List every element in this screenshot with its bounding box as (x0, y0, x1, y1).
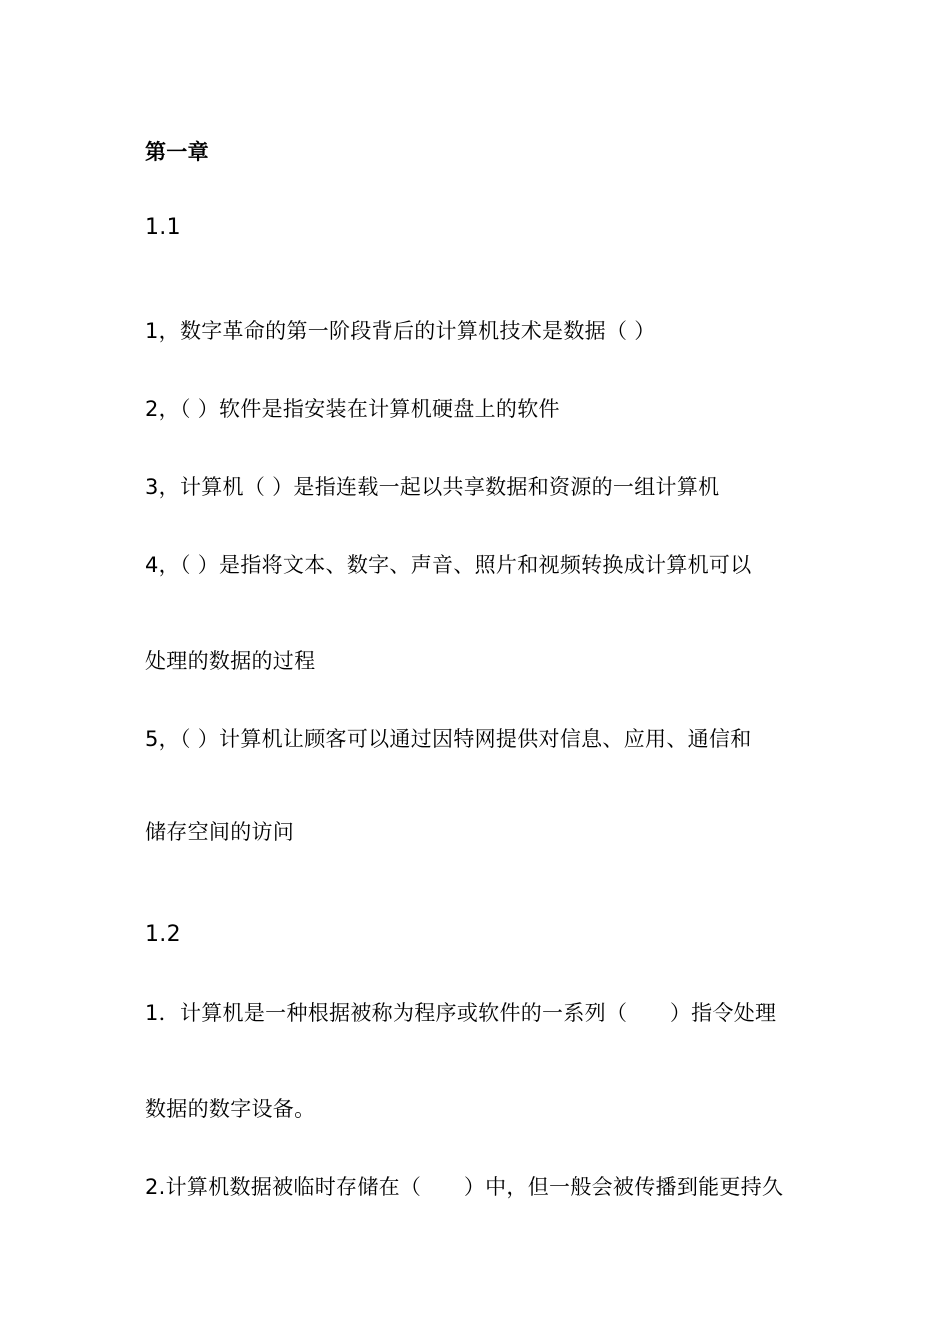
question-1-1-1: 1，数字革命的第一阶段背后的计算机技术是数据（ ） (145, 319, 656, 343)
question-1-2-1-continued: 数据的数字设备。 (145, 1097, 316, 1121)
chapter-title: 第一章 (145, 140, 209, 164)
question-1-1-5-continued: 储存空间的访问 (145, 820, 295, 844)
question-1-1-4-continued: 处理的数据的过程 (145, 649, 316, 673)
question-1-1-2: 2，（ ）软件是指安装在计算机硬盘上的软件 (145, 397, 560, 421)
question-1-2-1: 1．计算机是一种根据被称为程序或软件的一系列（ ）指令处理 (145, 1001, 777, 1025)
section-heading-1-2: 1.2 (145, 922, 181, 947)
question-1-1-3: 3，计算机（ ）是指连载一起以共享数据和资源的一组计算机 (145, 475, 720, 499)
question-1-2-2: 2.计算机数据被临时存储在（ ）中，但一般会被传播到能更持久 (145, 1175, 784, 1199)
question-1-1-4: 4，（ ）是指将文本、数字、声音、照片和视频转换成计算机可以 (145, 553, 752, 577)
section-heading-1-1: 1.1 (145, 215, 181, 240)
question-1-1-5: 5，（ ）计算机让顾客可以通过因特网提供对信息、应用、通信和 (145, 727, 752, 751)
